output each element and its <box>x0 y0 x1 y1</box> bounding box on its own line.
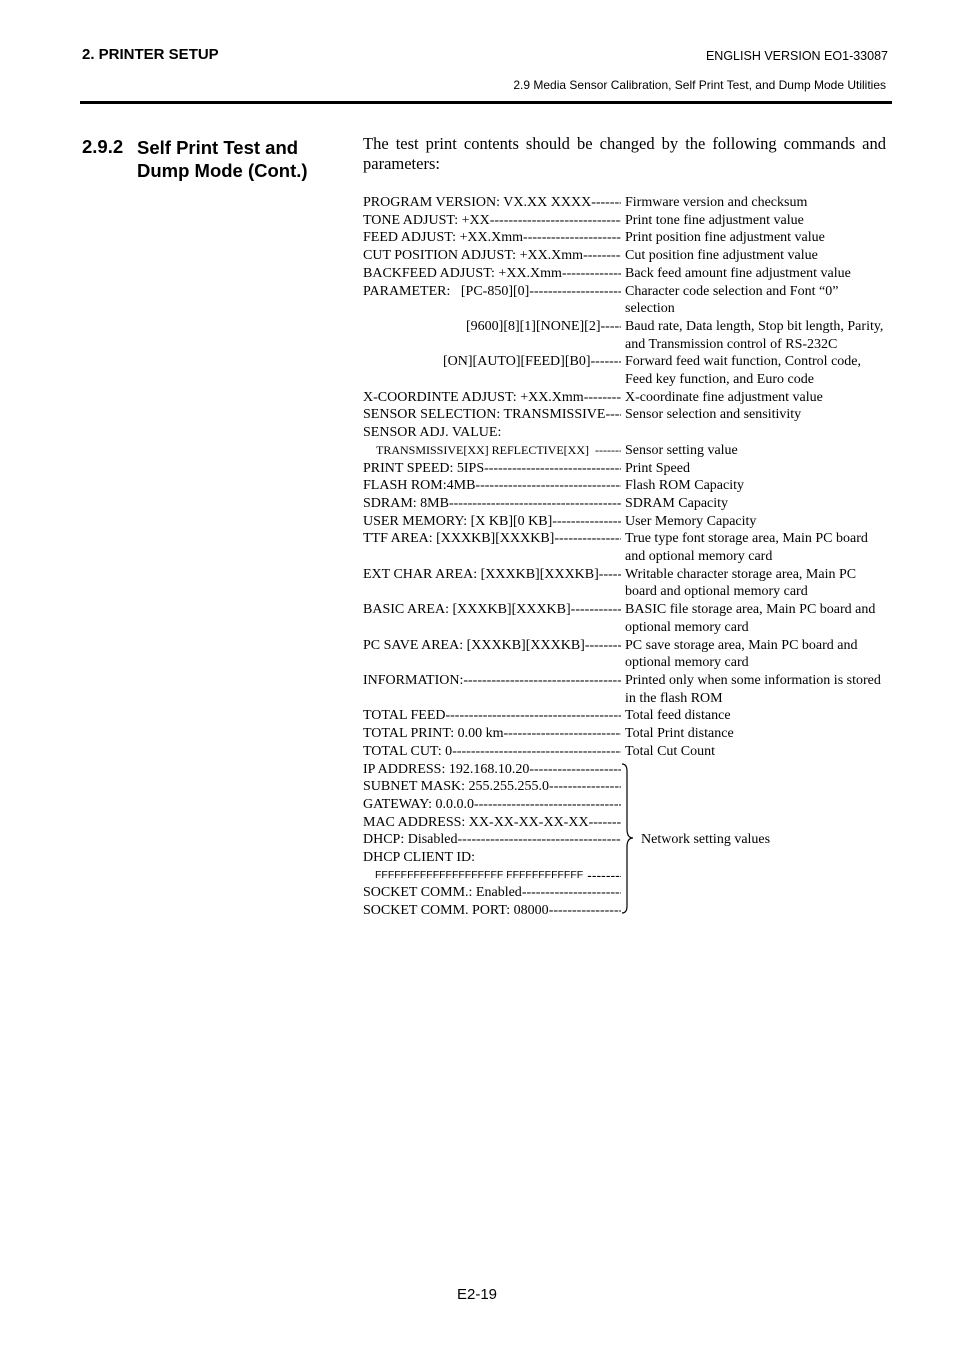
list-item <box>363 672 893 707</box>
item-label: USER MEMORY: [X KB][0 KB] <box>363 513 553 529</box>
network-item-label: FFFFFFFFFFFFFFFFFFFF FFFFFFFFFFFF <box>375 868 584 881</box>
list-item <box>363 460 893 478</box>
item-description: True type font storage area, Main PC board and optional memory card <box>625 531 868 565</box>
item-label: FLASH ROM:4MB <box>363 478 476 494</box>
item-description: BASIC file storage area, Main PC board and optional memory card <box>625 602 876 635</box>
section-title-line-1: Self Print Test and <box>137 137 299 158</box>
network-item-label: DHCP: Disabled <box>363 832 458 848</box>
leader-dashes <box>585 637 621 672</box>
item-label: TOTAL FEED <box>363 708 446 724</box>
leader-dashes <box>452 743 621 761</box>
list-item <box>363 265 893 283</box>
item-description: Sensor selection and sensitivity <box>625 407 802 423</box>
item-label: SENSOR SELECTION: TRANSMISSIVE <box>363 407 606 423</box>
item-description: SDRAM Capacity <box>625 495 729 511</box>
leader-dashes <box>549 902 621 920</box>
leader-dashes <box>554 530 621 565</box>
chapter-header: 2. PRINTER SETUP <box>82 46 219 63</box>
subsection-header: 2.9 Media Sensor Calibration, Self Print Test, and Dump Mode Utilities <box>513 78 886 92</box>
list-item <box>363 229 893 247</box>
leader-dashes <box>484 460 621 478</box>
item-description <box>625 424 887 442</box>
item-label: SENSOR ADJ. VALUE: <box>363 425 502 441</box>
list-item <box>363 477 893 495</box>
network-settings-group <box>363 761 893 920</box>
item-description: Writable character storage area, Main PC board and optional memory card <box>625 566 857 600</box>
leader-dashes <box>458 831 622 849</box>
list-item <box>363 283 893 318</box>
section-title <box>137 136 308 182</box>
list-item <box>363 424 893 442</box>
list-item <box>363 406 893 424</box>
leader-dashes <box>529 761 621 779</box>
leader-dashes <box>562 265 621 283</box>
list-item <box>363 212 893 230</box>
leader-dashes <box>584 389 621 407</box>
leader-dashes <box>571 601 621 636</box>
network-item-label: GATEWAY: 0.0.0.0 <box>363 796 474 812</box>
list-item <box>363 513 893 531</box>
item-description: Forward feed wait function, Control code, Feed key function, and Euro code <box>625 354 861 388</box>
item-description: Firmware version and checksum <box>625 195 808 210</box>
leader-dashes <box>589 814 621 832</box>
item-description: Print tone fine adjustment value <box>625 212 804 228</box>
item-label: TRANSMISSIVE[XX] REFLECTIVE[XX] <box>376 442 589 457</box>
leader-dashes <box>445 707 621 725</box>
item-label: TTF AREA: [XXXKB][XXXKB] <box>363 531 555 547</box>
page-number: E2-19 <box>456 1286 498 1303</box>
item-label: SDRAM: 8MB <box>363 495 449 511</box>
item-description: Printed only when some information is stored in the flash ROM <box>625 672 881 706</box>
leader-dashes <box>591 194 621 212</box>
leader-dashes <box>522 884 621 902</box>
list-item <box>363 725 893 743</box>
list-item <box>363 601 893 636</box>
list-item <box>363 566 893 601</box>
item-label: BACKFEED ADJUST: +XX.Xmm <box>363 265 562 281</box>
leader-dashes <box>449 495 621 513</box>
parameter-list <box>363 194 893 920</box>
item-description: Back feed amount fine adjustment value <box>625 265 851 281</box>
list-item <box>363 707 893 725</box>
item-label: INFORMATION: <box>363 672 464 688</box>
item-description: Print Speed <box>625 460 690 476</box>
section-number: 2.9.2 <box>82 136 124 157</box>
curly-brace-icon <box>621 763 637 914</box>
item-label: PROGRAM VERSION: VX.XX XXXX <box>363 195 592 210</box>
version-label: ENGLISH VERSION EO1-33087 <box>705 49 888 63</box>
list-item <box>363 318 893 353</box>
list-item <box>363 194 893 212</box>
network-item-label: SOCKET COMM. PORT: 08000 <box>363 903 549 919</box>
leader-dashes <box>583 867 621 885</box>
leader-dashes <box>583 247 621 265</box>
item-description: Total Cut Count <box>625 743 716 759</box>
item-label: PRINT SPEED: 5IPS <box>363 460 485 476</box>
leader-dashes <box>504 725 621 743</box>
section-title-line-2: Dump Mode (Cont.) <box>137 160 308 181</box>
network-item-label: MAC ADDRESS: XX-XX-XX-XX-XX <box>363 814 589 830</box>
list-item <box>363 247 893 265</box>
network-item-label: SUBNET MASK: 255.255.255.0 <box>363 779 550 795</box>
item-label: [9600][8][1][NONE][2] <box>466 318 601 334</box>
item-label: X-COORDINTE ADJUST: +XX.Xmm <box>363 389 584 405</box>
item-label: TONE ADJUST: +XX <box>363 212 490 228</box>
leader-dashes <box>605 406 621 424</box>
item-label: BASIC AREA: [XXXKB][XXXKB] <box>363 602 571 618</box>
leader-dashes <box>490 212 621 230</box>
leader-dashes <box>599 566 621 601</box>
leader-dashes <box>589 442 621 460</box>
item-description: Print position fine adjustment value <box>625 230 825 246</box>
item-label: TOTAL PRINT: 0.00 km <box>363 726 504 742</box>
list-item <box>363 637 893 672</box>
item-description: Total feed distance <box>625 708 731 724</box>
list-item <box>363 442 893 460</box>
item-label: FEED ADJUST: +XX.Xmm <box>363 230 524 246</box>
network-settings-label: Network setting values <box>641 831 771 847</box>
leader-dashes <box>529 283 621 318</box>
leader-dashes <box>591 353 622 388</box>
item-label: CUT POSITION ADJUST: +XX.Xmm <box>363 248 584 264</box>
list-item <box>363 495 893 513</box>
network-item-label: IP ADDRESS: 192.168.10.20 <box>363 761 530 777</box>
item-label: PARAMETER: [PC-850][0] <box>363 283 530 299</box>
intro-paragraph: The test print contents should be changed by the following commands and parameters: <box>363 134 886 173</box>
item-description: Flash ROM Capacity <box>625 478 744 494</box>
network-item-label: DHCP CLIENT ID: <box>363 850 475 866</box>
item-label: EXT CHAR AREA: [XXXKB][XXXKB] <box>363 566 599 582</box>
leader-dashes <box>549 778 621 796</box>
leader-dashes <box>475 477 621 495</box>
leader-dashes <box>552 513 621 531</box>
item-description: Cut position fine adjustment value <box>625 248 818 264</box>
list-item <box>363 530 893 565</box>
list-item <box>363 743 893 761</box>
list-item <box>363 389 893 407</box>
item-description: User Memory Capacity <box>625 513 757 529</box>
item-description: PC save storage area, Main PC board and optional memory card <box>625 637 858 671</box>
leader-dashes <box>463 672 621 707</box>
item-description: Baud rate, Data length, Stop bit length, Parity, and Transmission control of RS-232C <box>625 318 884 352</box>
item-label: TOTAL CUT: 0 <box>363 743 453 759</box>
list-item <box>363 353 893 388</box>
item-label: [ON][AUTO][FEED][B0] <box>443 354 591 370</box>
header-rule <box>80 101 892 104</box>
item-description: Sensor setting value <box>625 442 738 458</box>
leader-dashes <box>474 796 621 814</box>
item-description: Total Print distance <box>625 726 734 742</box>
leader-dashes <box>601 318 621 353</box>
item-label: PC SAVE AREA: [XXXKB][XXXKB] <box>363 637 585 653</box>
item-description: Character code selection and Font “0” selection <box>625 283 839 317</box>
network-item-label: SOCKET COMM.: Enabled <box>363 885 522 901</box>
item-description: X-coordinate fine adjustment value <box>625 389 823 405</box>
leader-dashes <box>523 229 621 247</box>
